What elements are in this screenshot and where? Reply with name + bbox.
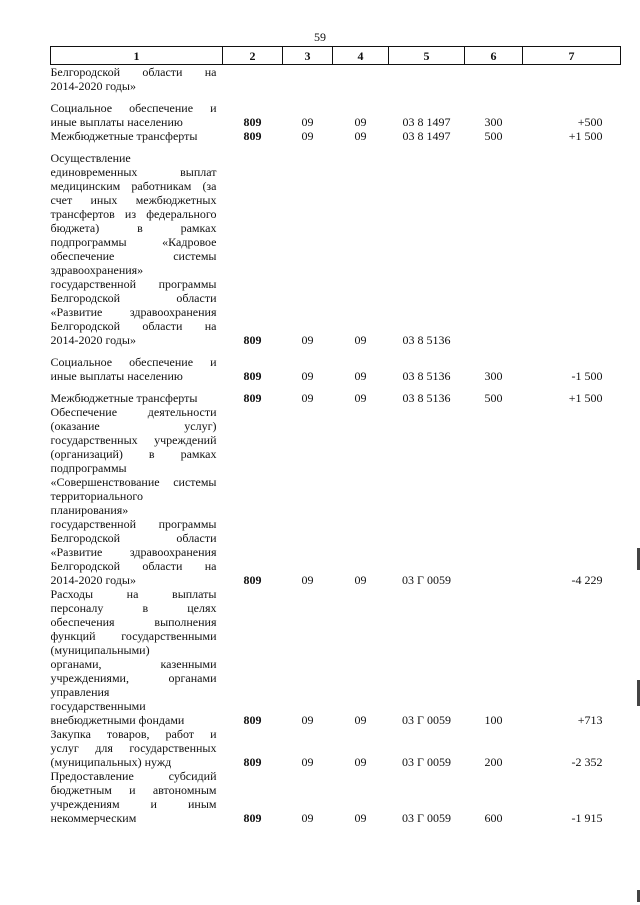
row-spacer bbox=[51, 383, 621, 391]
amount-change: +500 bbox=[577, 115, 603, 129]
target-article-code: 03 8 5136 bbox=[402, 369, 451, 383]
table-row bbox=[51, 391, 621, 405]
description-line: иные выплаты населению bbox=[50, 369, 183, 383]
expense-type-code: 500 bbox=[484, 129, 503, 143]
amount-change: -1 915 bbox=[571, 811, 603, 825]
section-code: 09 bbox=[301, 755, 314, 769]
section-code bbox=[283, 65, 333, 94]
row-spacer bbox=[51, 93, 621, 101]
row-spacer-cell bbox=[51, 93, 621, 101]
description-line: некоммерческим bbox=[50, 811, 137, 825]
target-article-code: 03 Г 0059 bbox=[402, 811, 451, 825]
table-body bbox=[51, 65, 621, 826]
row-description bbox=[51, 355, 223, 383]
description-line: Межбюджетные трансферты bbox=[50, 129, 198, 143]
description-line: Белгородской области на bbox=[50, 319, 217, 333]
section-code: 09 bbox=[301, 573, 314, 587]
table-row bbox=[51, 101, 621, 129]
column-header-6: 6 bbox=[465, 47, 523, 65]
amount-change bbox=[523, 151, 621, 347]
table-row bbox=[51, 727, 621, 769]
section-code: 09 bbox=[301, 129, 314, 143]
description-line: 2014-2020 годы» bbox=[50, 333, 136, 347]
target-article-code: 03 8 5136 bbox=[402, 391, 451, 405]
ministry-code: 809 bbox=[243, 811, 262, 825]
table-row bbox=[51, 355, 621, 383]
section-code: 09 bbox=[301, 115, 314, 129]
column-header-5: 5 bbox=[389, 47, 465, 65]
description-line: функций государственными bbox=[50, 629, 217, 643]
description-line: «Совершенствование системы bbox=[50, 475, 217, 489]
expense-type-code bbox=[465, 405, 523, 587]
table-row bbox=[51, 405, 621, 587]
description-line: Межбюджетные трансферты bbox=[50, 391, 198, 405]
ministry-code: 809 bbox=[243, 573, 262, 587]
amount-change: +1 500 bbox=[568, 129, 603, 143]
row-spacer bbox=[51, 143, 621, 151]
ministry-code: 809 bbox=[243, 369, 262, 383]
row-description bbox=[51, 391, 223, 405]
expense-type-code: 200 bbox=[484, 755, 503, 769]
amount-change: +713 bbox=[577, 713, 603, 727]
description-line: Белгородской области на bbox=[50, 65, 217, 79]
description-line: планирования» bbox=[50, 503, 129, 517]
column-header-7: 7 bbox=[523, 47, 621, 65]
description-line: Предоставление субсидий bbox=[50, 769, 217, 783]
description-line: медицинским работникам (за bbox=[50, 179, 217, 193]
row-description bbox=[51, 101, 223, 129]
row-description bbox=[51, 405, 223, 587]
description-line: учреждениям и иным bbox=[50, 797, 217, 811]
description-line: Белгородской области на bbox=[50, 559, 217, 573]
description-line: внебюджетными фондами bbox=[50, 713, 185, 727]
description-line: территориального bbox=[50, 489, 143, 503]
column-header-2: 2 bbox=[223, 47, 283, 65]
row-spacer-cell bbox=[51, 143, 621, 151]
description-line: государственной программы bbox=[50, 517, 217, 531]
subsection-code: 09 bbox=[354, 391, 367, 405]
table-row bbox=[51, 65, 621, 94]
subsection-code: 09 bbox=[354, 713, 367, 727]
subsection-code: 09 bbox=[354, 115, 367, 129]
target-article-code: 03 Г 0059 bbox=[402, 713, 451, 727]
description-line: трансфертов из федерального bbox=[50, 207, 217, 221]
description-line: Закупка товаров, работ и bbox=[50, 727, 217, 741]
description-line: услуг для государственных bbox=[50, 741, 217, 755]
description-line: (муниципальных) нужд bbox=[50, 755, 172, 769]
target-article-code bbox=[389, 65, 465, 94]
amount-change: +1 500 bbox=[568, 391, 603, 405]
description-line: государственных учреждений bbox=[50, 433, 217, 447]
table-row bbox=[51, 151, 621, 347]
description-line: Расходы на выплаты bbox=[50, 587, 217, 601]
description-line: счет иных межбюджетных bbox=[50, 193, 217, 207]
subsection-code: 09 bbox=[354, 333, 367, 347]
subsection-code: 09 bbox=[354, 811, 367, 825]
expense-type-code: 600 bbox=[484, 811, 503, 825]
row-description bbox=[51, 769, 223, 825]
description-line: Белгородской области bbox=[50, 531, 217, 545]
section-code: 09 bbox=[301, 369, 314, 383]
expense-type-code: 300 bbox=[484, 369, 503, 383]
table-row bbox=[51, 129, 621, 143]
row-description bbox=[51, 727, 223, 769]
row-description bbox=[51, 65, 223, 94]
ministry-code: 809 bbox=[243, 713, 262, 727]
description-line: обеспечения выполнения bbox=[50, 615, 217, 629]
subsection-code: 09 bbox=[354, 755, 367, 769]
target-article-code: 03 Г 0059 bbox=[402, 573, 451, 587]
description-line: Социальное обеспечение и bbox=[50, 101, 217, 115]
ministry-code: 809 bbox=[243, 115, 262, 129]
description-line: подпрограммы «Кадровое bbox=[50, 235, 217, 249]
description-line: Осуществление bbox=[50, 151, 131, 165]
row-spacer bbox=[51, 347, 621, 355]
description-line: «Развитие здравоохранения bbox=[50, 305, 217, 319]
expense-type-code: 300 bbox=[484, 115, 503, 129]
amount-change: -2 352 bbox=[571, 755, 603, 769]
column-header-1: 1 bbox=[51, 47, 223, 65]
target-article-code: 03 8 1497 bbox=[402, 115, 451, 129]
subsection-code: 09 bbox=[354, 369, 367, 383]
amount-change bbox=[523, 65, 621, 94]
expense-type-code: 500 bbox=[484, 391, 503, 405]
ministry-code bbox=[223, 65, 283, 94]
column-header-3: 3 bbox=[283, 47, 333, 65]
target-article-code: 03 8 5136 bbox=[402, 333, 451, 347]
ministry-code: 809 bbox=[243, 129, 262, 143]
budget-table bbox=[50, 46, 621, 825]
description-line: Социальное обеспечение и bbox=[50, 355, 217, 369]
description-line: Белгородской области bbox=[50, 291, 217, 305]
amount-change: -4 229 bbox=[571, 573, 603, 587]
description-line: государственной программы bbox=[50, 277, 217, 291]
description-line: государственными bbox=[50, 699, 146, 713]
description-line: 2014-2020 годы» bbox=[50, 573, 136, 587]
subsection-code bbox=[333, 65, 389, 94]
description-line: единовременных выплат bbox=[50, 165, 217, 179]
ministry-code: 809 bbox=[243, 755, 262, 769]
target-article-code: 03 Г 0059 bbox=[402, 755, 451, 769]
description-line: подпрограммы bbox=[50, 461, 127, 475]
subsection-code: 09 bbox=[354, 129, 367, 143]
column-header-4: 4 bbox=[333, 47, 389, 65]
description-line: бюджета) в рамках bbox=[50, 221, 217, 235]
table-row bbox=[51, 769, 621, 825]
description-line: управления bbox=[50, 685, 110, 699]
description-line: (оказание услуг) bbox=[50, 419, 217, 433]
table-row bbox=[51, 587, 621, 727]
ministry-code: 809 bbox=[243, 333, 262, 347]
row-description bbox=[51, 129, 223, 143]
description-line: Обеспечение деятельности bbox=[50, 405, 217, 419]
description-line: учреждениями, органами bbox=[50, 671, 217, 685]
row-description bbox=[51, 587, 223, 727]
description-line: «Развитие здравоохранения bbox=[50, 545, 217, 559]
description-line: бюджетным и автономным bbox=[50, 783, 217, 797]
table-header-row bbox=[51, 47, 621, 65]
description-line: персоналу в целях bbox=[50, 601, 217, 615]
description-line: органами, казенными bbox=[50, 657, 217, 671]
expense-type-code bbox=[465, 65, 523, 94]
description-line: иные выплаты населению bbox=[50, 115, 183, 129]
row-description bbox=[51, 151, 223, 347]
description-line: (муниципальными) bbox=[50, 643, 150, 657]
page-number: 59 bbox=[314, 30, 326, 44]
section-code: 09 bbox=[301, 713, 314, 727]
row-spacer-cell bbox=[51, 347, 621, 355]
description-line: 2014-2020 годы» bbox=[50, 79, 136, 93]
amount-change: -1 500 bbox=[571, 369, 603, 383]
ministry-code: 809 bbox=[243, 391, 262, 405]
description-line: здравоохранения» bbox=[50, 263, 144, 277]
row-spacer-cell bbox=[51, 383, 621, 391]
expense-type-code: 100 bbox=[484, 713, 503, 727]
subsection-code: 09 bbox=[354, 573, 367, 587]
description-line: обеспечение системы bbox=[50, 249, 217, 263]
section-code: 09 bbox=[301, 811, 314, 825]
section-code: 09 bbox=[301, 391, 314, 405]
description-line: (организаций) в рамках bbox=[50, 447, 217, 461]
section-code: 09 bbox=[301, 333, 314, 347]
target-article-code: 03 8 1497 bbox=[402, 129, 451, 143]
expense-type-code bbox=[465, 151, 523, 347]
